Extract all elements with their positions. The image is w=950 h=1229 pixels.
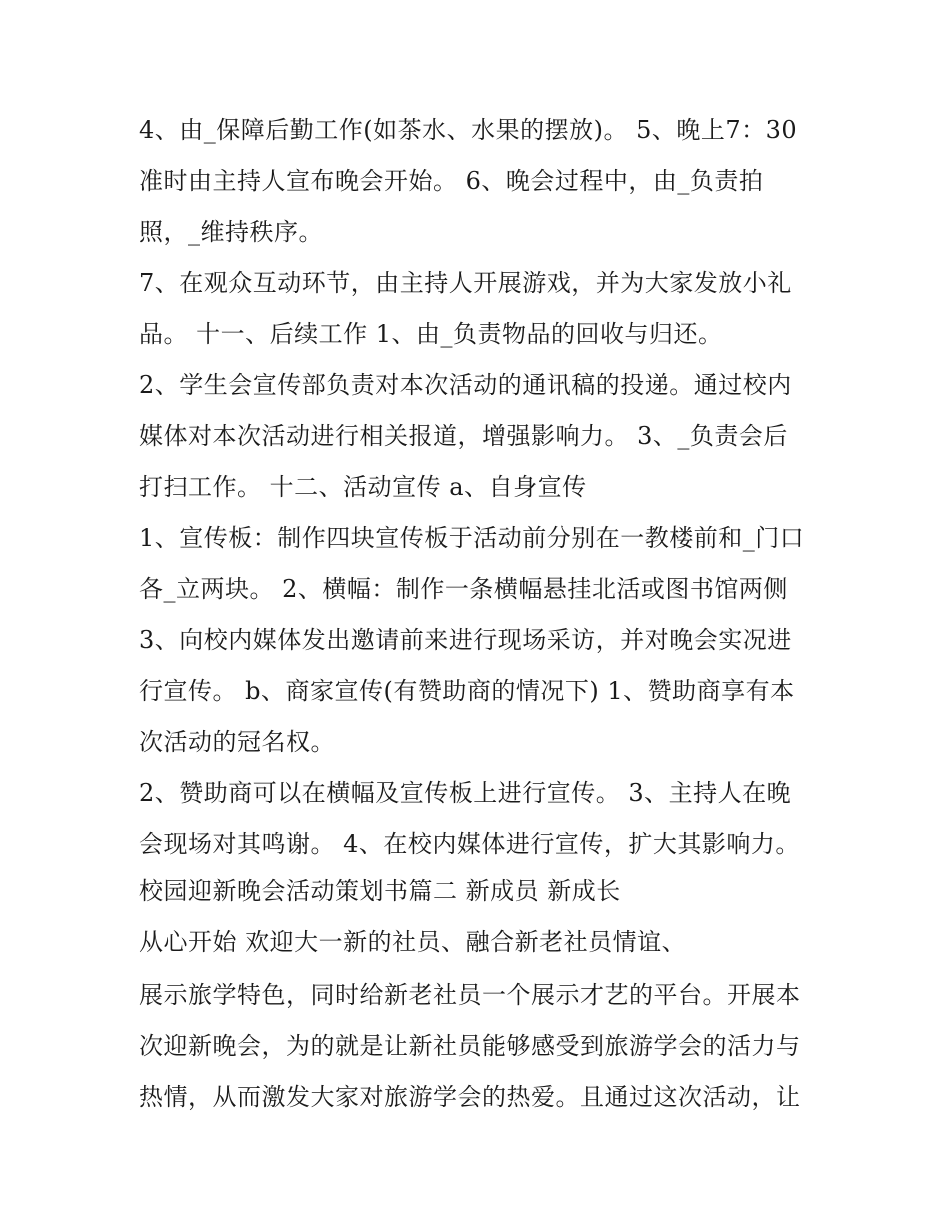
text-line: 品。 十一、后续工作 1、由_负责物品的回收与归还。 bbox=[139, 320, 723, 348]
text-line: 从心开始 欢迎大一新的社员、融合新老社员情谊、 bbox=[139, 928, 687, 956]
text-line: 各_立两块。 2、横幅：制作一条横幅悬挂北活或图书馆两侧 bbox=[139, 575, 788, 603]
section-heading: 校园迎新晚会活动策划书篇二 新成员 新成长 bbox=[139, 877, 621, 905]
text-line: 2、赞助商可以在横幅及宣传板上进行宣传。 3、主持人在晚 bbox=[139, 779, 792, 807]
text-line: 展示旅学特色，同时给新老社员一个展示才艺的平台。开展本 bbox=[139, 981, 801, 1009]
text-line: 行宣传。 b、商家宣传(有赞助商的情况下) 1、赞助商享有本 bbox=[139, 677, 795, 705]
text-line: 打扫工作。 十二、活动宣传 a、自身宣传 bbox=[139, 473, 587, 501]
text-line: 次活动的冠名权。 bbox=[139, 728, 335, 756]
text-line: 4、由_保障后勤工作(如茶水、水果的摆放)。 5、晚上7：30 bbox=[139, 116, 798, 144]
text-line: 7、在观众互动环节，由主持人开展游戏，并为大家发放小礼 bbox=[139, 269, 792, 297]
text-line: 热情，从而激发大家对旅游学会的热爱。且通过这次活动，让 bbox=[139, 1083, 801, 1111]
text-line: 2、学生会宣传部负责对本次活动的通讯稿的投递。通过校内 bbox=[139, 371, 792, 399]
text-line: 照，_维持秩序。 bbox=[139, 218, 323, 246]
text-line: 准时由主持人宣布晚会开始。 6、晚会过程中，由_负责拍 bbox=[139, 167, 764, 195]
text-line: 1、宣传板：制作四块宣传板于活动前分别在一教楼前和_门口 bbox=[139, 524, 805, 552]
text-line: 3、向校内媒体发出邀请前来进行现场采访，并对晚会实况进 bbox=[139, 626, 792, 654]
text-line: 次迎新晚会，为的就是让新社员能够感受到旅游学会的活力与 bbox=[139, 1032, 801, 1060]
text-line: 会现场对其鸣谢。 4、在校内媒体进行宣传，扩大其影响力。 bbox=[139, 830, 800, 858]
text-line: 媒体对本次活动进行相关报道，增强影响力。 3、_负责会后 bbox=[139, 422, 788, 450]
